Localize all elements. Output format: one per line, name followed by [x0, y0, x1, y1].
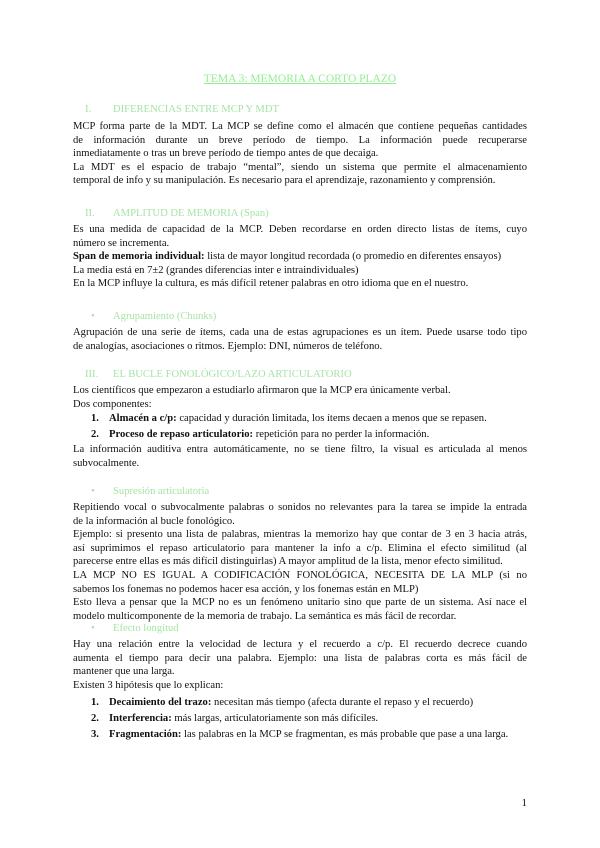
list-item-interferencia: 2. Interferencia: más largas, articulatoriamente son más difíciles.	[91, 713, 379, 724]
paragraph-span: Es una medida de capacidad de la MCP. Deben recordarse en orden directo listas de ítems, cuyo número se incrementa. Span de memoria individual: lista de mayor longitud recordada (o promedio en diferentes ensayos) La media está en 7±2 (grandes diferencias inter e intraindividuales) En la MCP influye la cultura, es más difícil retener palabras en otro idioma que en el nuestro.	[73, 224, 527, 290]
paragraph-longitud: Hay una relación entre la velocidad de lectura y el recuerdo a c/p. El recuerdo decrece cuando aumenta el tiempo para decir una palabra. Ejemplo: una lista de palabras corta es más fácil de mantener que una larga. Existen 3 hipótesis que lo explican:	[73, 639, 527, 691]
bullet-heading-chunks: • Agrupamiento (Chunks)	[91, 311, 217, 322]
section-heading-3: III. EL BUCLE FONOLÓGICO/LAZO ARTICULATORIO	[85, 369, 352, 380]
paragraph-chunks: Agrupación de una serie de ítems, cada una de estas agrupaciones es un ítem. Puede usarse todo tipo de analogías, asociaciones o ritmos. Ejemplo: DNI, números de teléfono.	[73, 327, 527, 352]
paragraph-supresion: Repitiendo vocal o subvocalmente palabras o sonidos no relevantes para la tarea se impide la entrada de la información al bucle fonológico. Ejemplo: si presento una lista de palabras, mientras la memorizo hay que contar de 3 en 3 hacia atrás, así suprimimos el repaso articulatorio para mantener la info a c/p. Elimina el efecto similitud (al parecerse entre ellas es más difícil distinguirlas) A mayor amplitud de la lista, menor efecto similitud. LA MCP NO ES IGUAL A CODIFICACIÓN FONOLÓGICA, NECESITA DE LA MLP (si no sabemos los fonemas no podemos hacer esa acción, y los fonemas están en MLP) Esto lleva a pensar que la MCP no es un fenómeno unitario sino que parte de un sistema. Así nace el modelo multicomponente de la memoria de trabajo. La semántica es más fácil de recordar.	[73, 502, 528, 622]
paragraph-bucle-intro: Los científicos que empezaron a estudiarlo afirmaron que la MCP era únicamente verbal. Dos componentes:	[73, 385, 451, 410]
bullet-heading-supresion: • Supresión articulatoria	[91, 486, 210, 497]
section-heading-1: I. DIFERENCIAS ENTRE MCP Y MDT	[85, 104, 279, 115]
list-item-almacen: 1. Almacén a c/p: capacidad y duración limitada, los ítems decaen a menos que se repasen.	[91, 413, 487, 424]
section-heading-2: II. AMPLITUD DE MEMORIA (Span)	[85, 208, 269, 219]
paragraph-mcp-definition: MCP forma parte de la MDT. La MCP se define como el almacén que contiene pequeñas cantidades de información durante un breve período de tiempo. La información puede recuperarse inmediatamente o tras un breve período de tiempo antes de que decaiga. La MDT es el espacio de trabajo “mental”, siendo un sistema que permite el almacenamiento temporal de info y su manipulación. Es necesario para el aprendizaje, razonamiento y comprensión.	[73, 121, 527, 187]
document-title: TEMA 3: MEMORIA A CORTO PLAZO	[203, 73, 397, 85]
page-number: 1	[521, 797, 527, 809]
list-item-repaso: 2. Proceso de repaso articulatorio: repetición para no perder la información.	[91, 429, 430, 440]
bullet-heading-longitud: • Efecto longitud	[91, 623, 179, 634]
list-item-decaimiento: 1. Decaimiento del trazo: necesitan más tiempo (afecta durante el repaso y el recuerdo)	[91, 697, 474, 708]
paragraph-auditiva: La información auditiva entra automáticamente, no se tiene filtro, la visual es articulada al menos subvocalmente.	[73, 444, 527, 469]
list-item-fragmentacion: 3. Fragmentación: las palabras en la MCP se fragmentan, es más probable que pase a una larga.	[91, 729, 509, 740]
